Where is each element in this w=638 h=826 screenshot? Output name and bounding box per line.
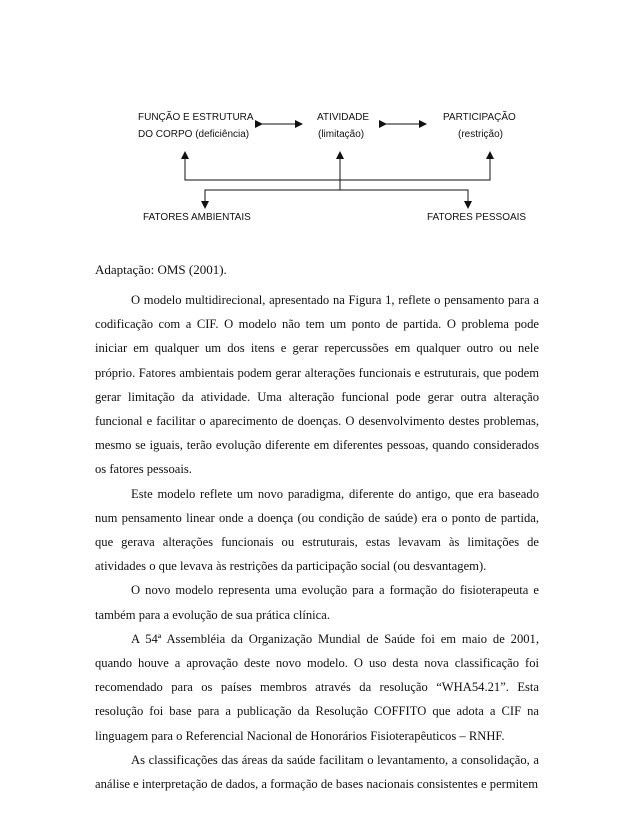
label-participacao-restricao: (restrição) xyxy=(458,129,504,140)
label-funcao-deficiencia: DO CORPO (deficiência) xyxy=(138,129,250,140)
label-fatores-pessoais: FATORES PESSOAIS xyxy=(427,212,527,223)
paragraph: O novo modelo representa uma evolução para a formação do fisioterapeuta e também para a evolução de sua prática clínica. xyxy=(95,583,539,622)
paragraph: O modelo multidirecional, apresentado na Figura 1, reflete o pensamento para a codificação com a CIF. O modelo não tem um ponto de partida. O problema pode iniciar em qualquer um dos itens e gerar repercussões em qualquer outro ou nele próprio. Fatores ambientais podem gerar alterações funcionais e estruturais, que podem gerar limitação da atividade. Uma alteração funcional pode gerar outra alteração funcional e facilitar o aparecimento de doenças. O desenvolvimento destes problemas, mesmo se iguais, terão evolução diferente em diferentes pessoas, quando considerados os fatores pessoais. xyxy=(95,293,539,477)
paragraph: A 54ª Assembléia da Organização Mundial de Saúde foi em maio de 2001, quando houve a aprovação deste novo modelo. O uso desta nova classificação foi recomendado para os países membros através da resolução “WHA54.21”. Esta resolução foi base para a publicação da Resolução COFFITO que adota a CIF na linguagem para o Referencial Nacional de Honorários Fisioterapêuticos – RNHF. xyxy=(95,631,539,743)
label-funcao-estrutura: FUNÇÃO E ESTRUTURA xyxy=(138,112,254,123)
bracket-inner xyxy=(205,190,468,208)
label-participacao: PARTICIPAÇÃO xyxy=(443,112,516,123)
bracket-outer xyxy=(185,152,490,180)
paragraph: Este modelo reflete um novo paradigma, diferente do antigo, que era baseado num pensamento linear onde a doença (ou condição de saúde) era o ponto de partida, que gerava alterações funcionais ou estruturais, estas levavam às limitações de atividades o que levava às restrições da participação social (ou desvantagem). xyxy=(95,486,539,574)
label-fatores-ambientais: FATORES AMBIENTAIS xyxy=(143,212,251,223)
label-atividade: ATIVIDADE xyxy=(317,112,370,123)
label-atividade-limitacao: (limitação) xyxy=(318,129,365,140)
document-body xyxy=(95,288,539,796)
cif-model-diagram xyxy=(0,0,638,230)
paragraph: As classificações das áreas da saúde facilitam o levantamento, a consolidação, a análise e interpretação de dados, a formação de bases nacionais consistentes e permitem xyxy=(95,752,539,792)
figure-caption: Adaptação: OMS (2001). xyxy=(95,262,227,277)
